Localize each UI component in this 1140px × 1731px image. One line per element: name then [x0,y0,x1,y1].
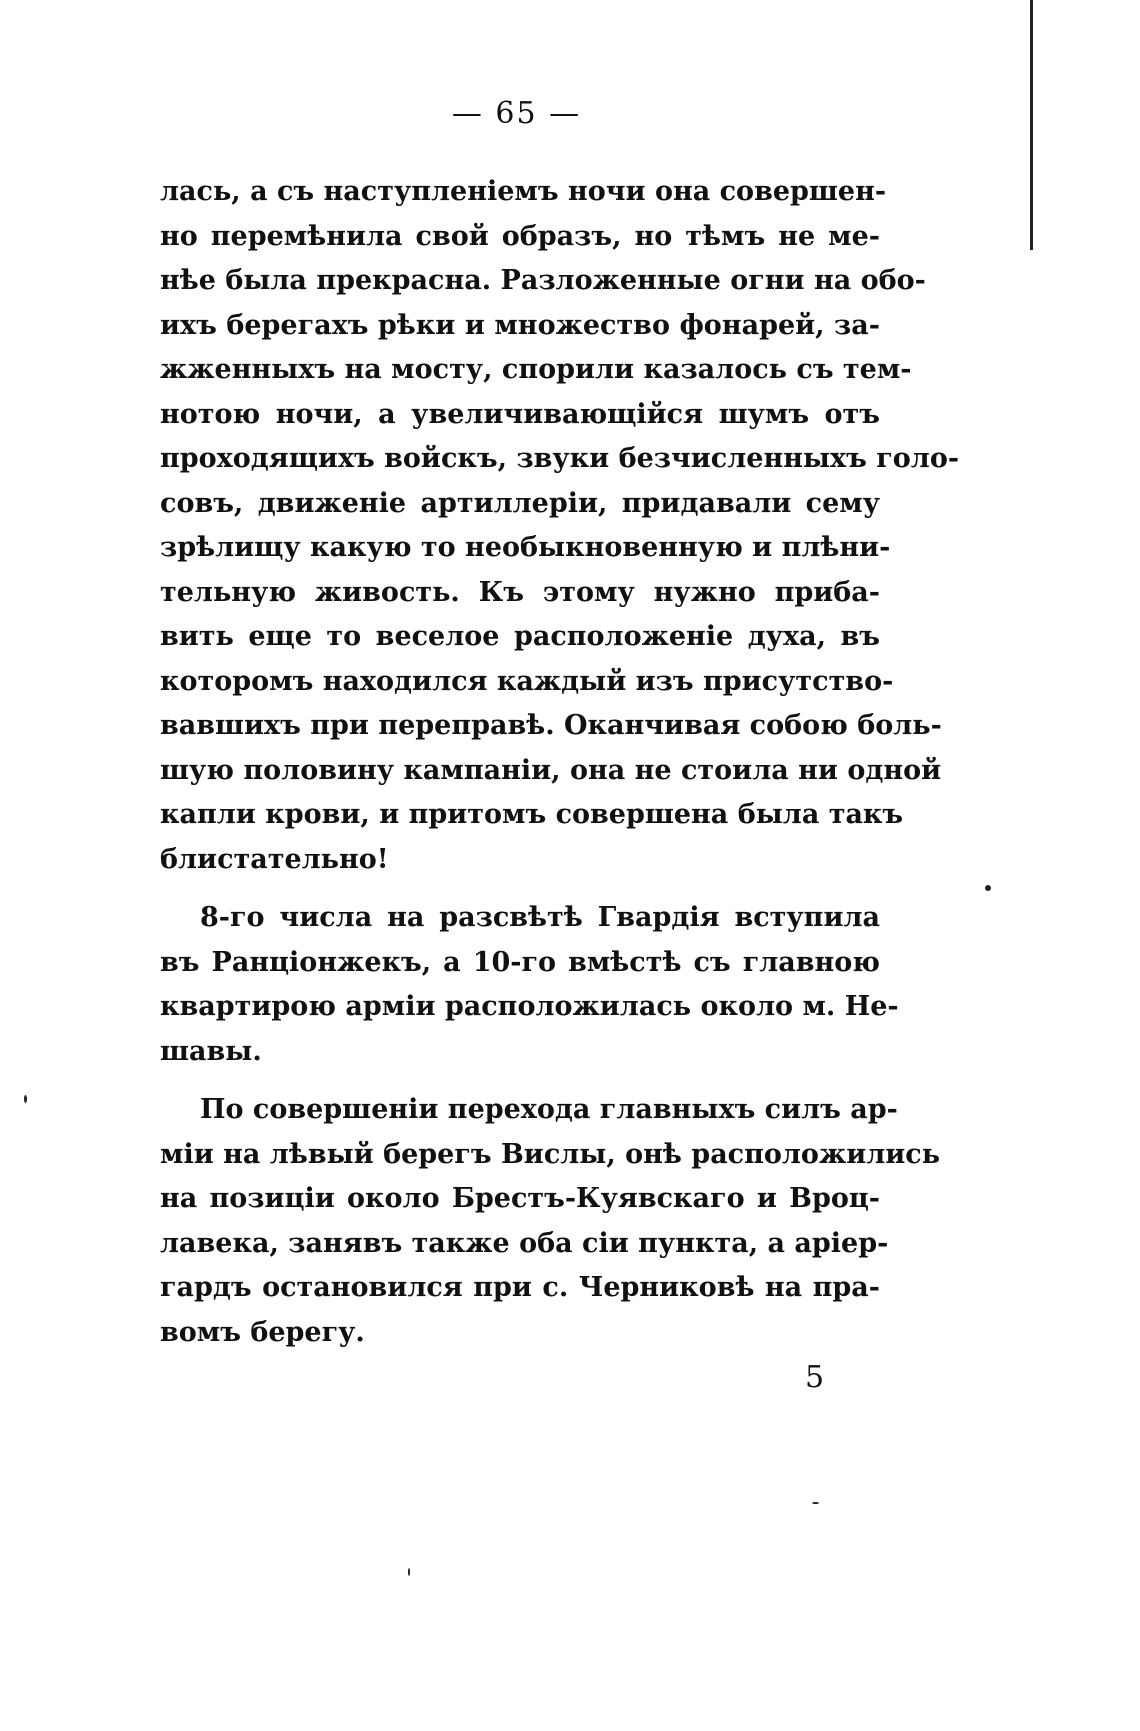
paragraph-1 [160,170,960,882]
text-line: квартирою арміи расположилась около м. Не- [160,991,899,1022]
text-line: нѣе была прекрасна. Разложенные огни на обо- [160,265,926,296]
text-line: вомъ берегу. [160,1316,365,1348]
text-line: на позиціи около Брестъ-Куявскаго и Вроц- [160,1183,880,1214]
text-line: ихъ берегахъ рѣки и множество фонарей, за- [160,309,880,341]
print-speck [408,1568,410,1576]
print-speck [985,885,991,891]
text-line: зрѣлищу какую то необыкновенную и плѣни- [160,532,891,563]
page-number-header: — 65 — [451,96,582,131]
signature-mark: 5 [805,1360,825,1395]
text-line: тельную живость. Къ этому нужно приба- [160,576,880,608]
text-line: вавшихъ при переправѣ. Оканчивая собою боль- [160,710,942,741]
text-line: но перемѣнила свой образъ, но тѣмъ не ме- [160,220,880,252]
text-line: нотою ночи, а увеличивающійся шумъ отъ [160,398,880,430]
text-line: блистательно! [160,843,389,875]
text-line: міи на лѣвый берегъ Вислы, онѣ расположились [160,1138,941,1170]
text-line: лавека, занявъ также оба сіи пункта, а аріер- [160,1227,889,1259]
body-text [160,170,960,1369]
paragraph-3 [160,1088,941,1355]
text-line: совъ, движеніе артиллеріи, придавали сему [160,487,880,519]
text-line: 8-го числа на разсвѣтѣ Гвардія вступила [200,902,880,933]
text-line: гардъ остановился при с. Черниковѣ на пра- [160,1272,880,1303]
print-speck [812,1502,819,1504]
text-line: капли крови, и притомъ совершена была такъ [160,799,904,830]
text-line: вить еще то веселое расположеніе духа, въ [160,621,880,652]
text-line: въ Ранціонжекъ, а 10-го вмѣстѣ съ главною [160,946,880,978]
text-line: По совершеніи перехода главныхъ силъ ар- [200,1094,898,1125]
text-line: лась, а съ наступленіемъ ночи она совершен- [160,176,887,207]
text-line: шую половину кампаніи, она не стоила ни одной [160,754,942,786]
text-line: шавы. [160,1035,262,1067]
text-line: которомъ находился каждый изъ присутство- [160,665,894,697]
text-line: проходящихъ войскъ, звуки безчисленныхъ голо- [160,443,960,474]
print-speck [24,1095,27,1103]
paragraph-2 [160,896,899,1074]
text-line: жженныхъ на мосту, спорили казалось съ тем- [160,354,912,385]
